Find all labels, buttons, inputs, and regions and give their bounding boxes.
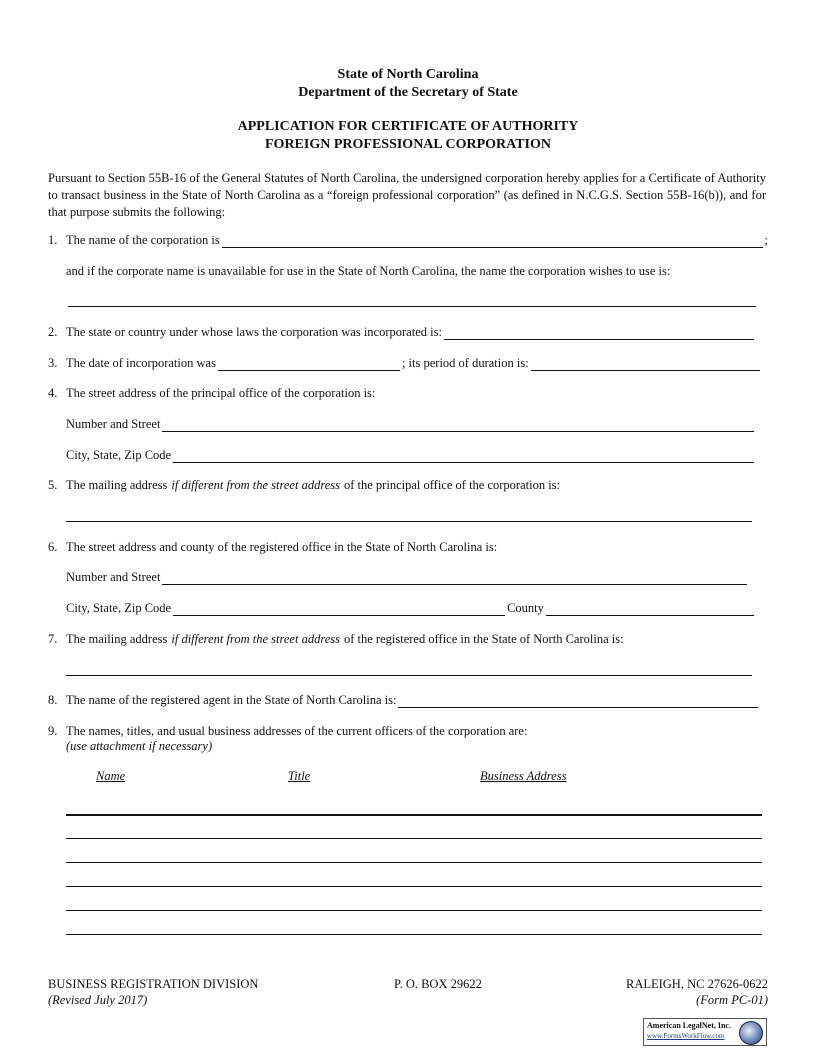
item-3-row (48, 355, 762, 371)
header-agency (48, 66, 768, 102)
item-1-label: The name of the corporation is (66, 233, 220, 247)
officer-row-5[interactable] (66, 910, 762, 911)
item-7-label-c: of the registered office in the State of North Carolina is: (344, 632, 624, 646)
footer-pobox: P. O. BOX 29622 (394, 977, 482, 991)
item-3-duration-label: ; its period of duration is: (401, 356, 529, 370)
alternate-name-field[interactable] (68, 306, 756, 307)
footer-revised: (Revised July 2017) (48, 993, 148, 1007)
item-5-label-a: The mailing address (66, 478, 168, 492)
officer-row-1[interactable] (66, 814, 762, 816)
col-name-header: Name (96, 769, 126, 783)
item-1-number: 1. (48, 233, 58, 247)
item-5-number: 5. (48, 478, 58, 492)
title-line-2: FOREIGN PROFESSIONAL CORPORATION (265, 137, 551, 152)
item-9-row (48, 723, 768, 739)
attachment-note: (use attachment if necessary) (66, 739, 213, 753)
intro-paragraph: Pursuant to Section 55B-16 of the General Statutes of North Carolina, the undersigned corporation hereby applies for a Certificate of Authority to transact business in the State of North Carolina as a “foreign professional corporation” (as defined in N.C.G.S. Section 55B-16(b)), and for that purpose submits the following: (48, 171, 766, 219)
item-5-label-italic: if different from the street address (171, 478, 340, 492)
officer-row-6[interactable] (66, 934, 762, 935)
item-2-label: The state or country under whose laws the corporation was incorporated is: (66, 325, 442, 339)
form-page (48, 64, 768, 1044)
officer-row-3[interactable] (66, 862, 762, 863)
item-5-row (48, 477, 768, 493)
item-6-street-label: Number and Street (66, 570, 161, 584)
principal-city-field[interactable] (173, 450, 754, 463)
logo-company: American LegalNet, Inc. (647, 1021, 731, 1030)
item-7-label-a: The mailing address (66, 632, 168, 646)
registered-mailing-field[interactable] (66, 675, 752, 676)
registered-city-field[interactable] (173, 603, 505, 616)
item-7-label-italic: if different from the street address (171, 632, 340, 646)
title-line-1: APPLICATION FOR CERTIFICATE OF AUTHORITY (237, 119, 579, 134)
principal-street-field[interactable] (162, 419, 754, 432)
form-title (48, 118, 768, 154)
item-4-city-row (66, 447, 756, 463)
footer-city: RALEIGH, NC 27626-0622 (625, 977, 768, 991)
item-4-city-label: City, State, Zip Code (66, 448, 172, 462)
item-9-label: The names, titles, and usual business addresses of the current officers of the corporation are: (66, 724, 528, 738)
item-4-number: 4. (48, 386, 58, 400)
item-3-label: The date of incorporation was (66, 356, 216, 370)
item-2-number: 2. (48, 325, 58, 339)
item-4-row (48, 385, 768, 401)
item-7-row (48, 631, 768, 647)
incorporation-date-field[interactable] (218, 358, 400, 371)
item-1-subrow (66, 263, 766, 279)
col-address-header: Business Address (480, 769, 567, 783)
globe-icon (739, 1021, 763, 1045)
officer-row-2[interactable] (66, 838, 762, 839)
registered-county-field[interactable] (546, 603, 754, 616)
item-5-label-c: of the principal office of the corporation is: (344, 478, 561, 492)
col-title-header: Title (288, 769, 311, 783)
item-6-label: The street address and county of the registered office in the State of North Carolina is: (66, 540, 498, 554)
item-8-number: 8. (48, 693, 58, 707)
item-4-street-label: Number and Street (66, 417, 161, 431)
principal-mailing-field[interactable] (66, 521, 752, 522)
item-4-street-row (66, 416, 756, 432)
item-8-label: The name of the registered agent in the State of North Carolina is: (66, 693, 397, 707)
item-3-number: 3. (48, 356, 58, 370)
logo-url[interactable]: www.FormsWorkFlow.com (647, 1032, 725, 1040)
item-6-row (48, 539, 768, 555)
item-6-number: 6. (48, 540, 58, 554)
item-1-alt-name-label: and if the corporate name is unavailable for use in the State of North Carolina, the name the corporation wishes to use is: (66, 264, 671, 278)
header-state: State of North Carolina (337, 67, 479, 82)
footer-form-number: (Form PC-01) (696, 993, 768, 1007)
item-6-city-row (66, 600, 756, 616)
item-9-number: 9. (48, 724, 58, 738)
item-8-row (48, 692, 760, 708)
item-2-row (48, 324, 756, 340)
registered-agent-field[interactable] (398, 695, 758, 708)
item-7-number: 7. (48, 632, 58, 646)
item-1-row (48, 232, 768, 248)
corporation-name-field[interactable] (222, 235, 763, 248)
item-1-semicolon: ; (764, 233, 768, 247)
header-department: Department of the Secretary of State (298, 85, 518, 100)
officer-row-4[interactable] (66, 886, 762, 887)
state-of-incorporation-field[interactable] (444, 327, 754, 340)
item-6-city-label: City, State, Zip Code (66, 601, 172, 615)
registered-street-field[interactable] (162, 572, 747, 585)
item-4-label: The street address of the principal office of the corporation is: (66, 386, 376, 400)
item-6-street-row (66, 569, 749, 585)
footer-division: BUSINESS REGISTRATION DIVISION (48, 977, 259, 991)
item-6-county-label: County (507, 601, 544, 615)
american-legalnet-logo[interactable] (643, 1018, 767, 1046)
duration-field[interactable] (531, 358, 760, 371)
